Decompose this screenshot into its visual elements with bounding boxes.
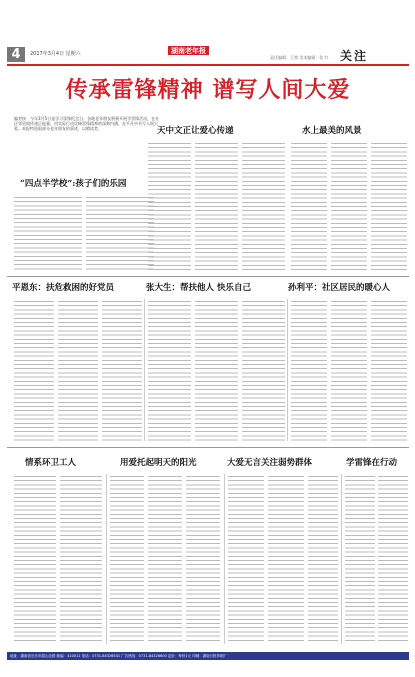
headline-a10: 学雷锋在行动 xyxy=(346,458,398,468)
text-column xyxy=(371,301,407,441)
column-rule xyxy=(144,299,145,441)
text-column xyxy=(110,476,144,644)
text-column xyxy=(228,476,264,644)
row-divider xyxy=(7,276,409,277)
text-column xyxy=(195,143,238,270)
text-column xyxy=(195,301,238,441)
headline-a9: 大爱无言关注弱势群体 xyxy=(227,458,313,468)
text-column xyxy=(242,301,285,441)
text-column xyxy=(331,301,367,441)
text-column xyxy=(14,301,54,441)
text-column xyxy=(58,301,98,441)
headline-a8: 用爱托起明天的阳光 xyxy=(120,458,197,468)
headline-a1: 天中文正让爱心传递 xyxy=(157,126,234,136)
page-number: 4 xyxy=(7,47,25,62)
text-column xyxy=(291,143,327,270)
text-column xyxy=(14,476,56,644)
text-column xyxy=(148,301,191,441)
masthead-logo: 湖南老年报 xyxy=(168,46,209,55)
text-column xyxy=(102,301,142,441)
page-footer: 地址：湖南省长沙市韶山北路 邮编：410011 电话：0731-84326541 广告热线：0731-84326600 定价：每份1元 印刷：湖南日报印刷厂 xyxy=(7,652,409,660)
text-column xyxy=(60,476,102,644)
text-column xyxy=(86,197,154,270)
headline-a4: 平恩东：扶危救困的好党员 xyxy=(12,283,115,293)
column-rule xyxy=(287,299,288,441)
column-rule xyxy=(224,474,225,644)
headline-a6: 孙利平：社区居民的暖心人 xyxy=(288,283,391,293)
headline-a5: 张大生：帮扶他人 快乐自己 xyxy=(146,283,251,293)
text-column xyxy=(291,301,327,441)
text-column xyxy=(331,143,367,270)
text-column xyxy=(308,476,338,644)
headline-a2: 水上最美的风景 xyxy=(302,126,362,136)
page-header xyxy=(0,0,415,70)
banner-title: 传承雷锋精神 谱写人间大爱 xyxy=(65,78,351,103)
text-column xyxy=(186,476,220,644)
column-rule xyxy=(341,474,342,644)
text-column xyxy=(345,476,375,644)
page-banner xyxy=(7,72,409,110)
header-rule xyxy=(7,64,409,66)
text-column xyxy=(371,143,407,270)
headline-a3: “四点半学校”:孩子们的乐园 xyxy=(20,179,127,189)
text-column xyxy=(268,476,304,644)
row-divider xyxy=(7,447,409,448)
headline-a7: 情系环卫工人 xyxy=(25,458,77,468)
editor-credits: 责任编辑：王茜 美术编辑：张 红 xyxy=(270,55,329,60)
text-column xyxy=(378,476,408,644)
text-column xyxy=(14,197,82,270)
text-column xyxy=(148,143,191,270)
column-rule xyxy=(106,474,107,644)
editor-note: 编者按：今年3月5日是学习雷锋纪念日。各地老年朋友积极开展学雷锋活动，在社区邻里间传递正能量，用实际行动诠释雷锋精神的深刻内涵，在平凡中书写人间大爱。本报特选取部分老年朋友的事迹，以飨读者。 xyxy=(14,116,160,132)
issue-date: 2017年3月4日 星期六 xyxy=(30,51,81,57)
text-column xyxy=(242,143,285,270)
section-title: 关注 xyxy=(340,49,369,63)
text-column xyxy=(148,476,182,644)
